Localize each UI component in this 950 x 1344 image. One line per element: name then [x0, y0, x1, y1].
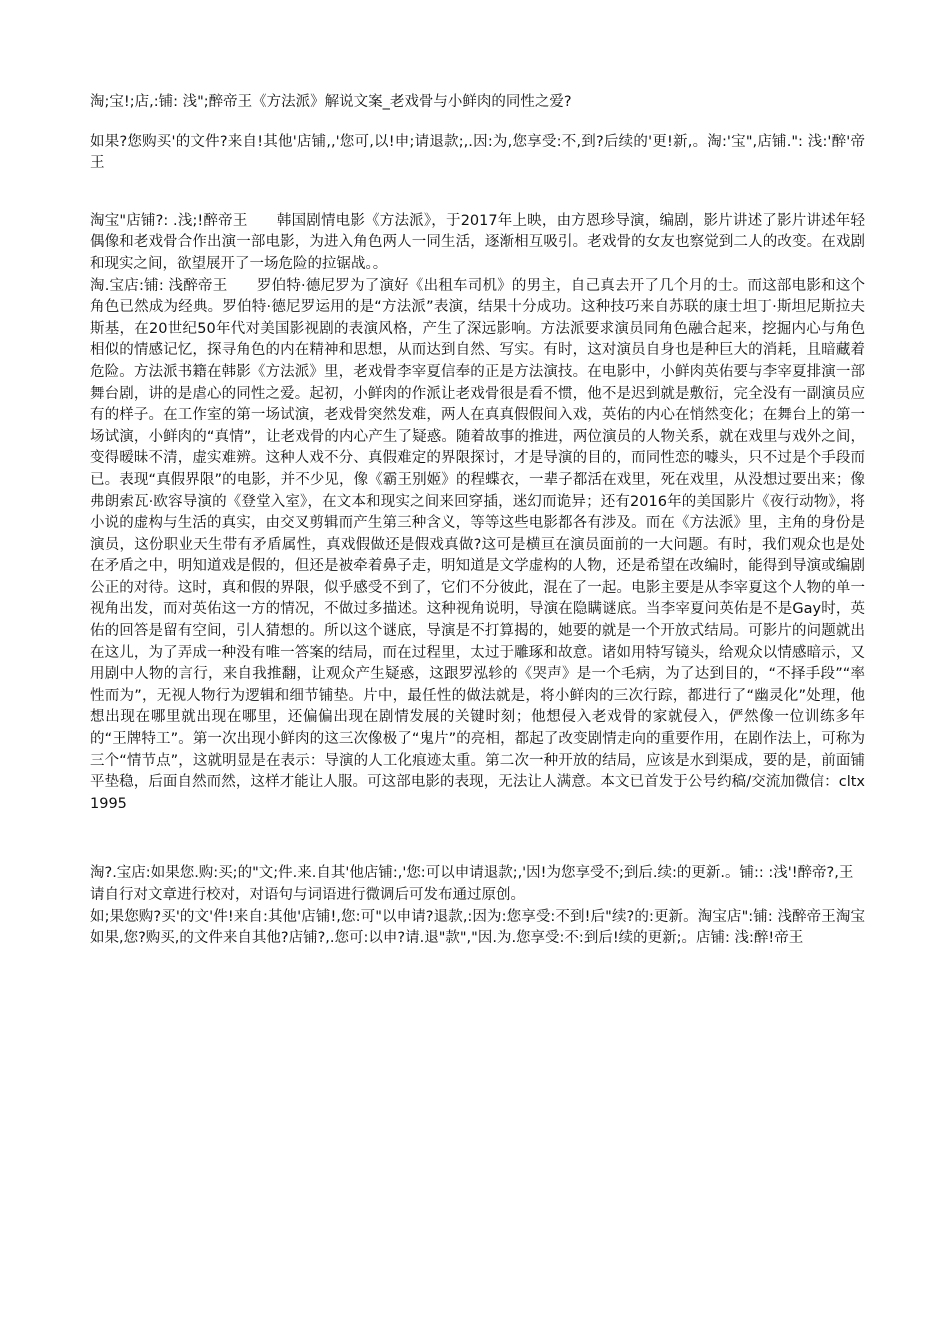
document-title: 淘;宝!;店,:铺: 浅";醉帝王《方法派》解说文案_老戏骨与小鲜肉的同性之爱?: [90, 94, 572, 110]
synopsis-paragraph: 淘宝"店铺?: .浅;!醉帝王 韩国剧情电影《方法派》，于2017年上映，由方恩珍导演，编剧，影片讲述了影片讲述年轻偶像和老戏骨合作出演一部电影，为进入角色两人一同生活，逐渐相互吸引。老戏骨的女友也察觉到二人的改变。在戏剧和现实之间，欲望展开了一场危险的拉锯战。。: [90, 212, 865, 272]
purchase-notice-1: 如果?您购买'的文件?来自!其他'店铺,,'您可,以!申;请退款;,.因:为,您享受:不,到?后续的'更!新,。淘:'宝",店铺.": 浅:'醉'帝王: [90, 133, 865, 172]
purchase-notice-3: 如;果您购?买'的文'件!来自:其他'店铺!,您:可"以申请?退款,:因为:您享受:不到!后"续?的:更新。淘宝店":铺: 浅醉帝王淘宝如果,您?购买,的文件来自其他?店铺?,.您可:以申?请.退"款","因.为.您享受:不:到后!续的更新;。店铺: 浅:醉!帝王: [90, 908, 865, 947]
purchase-notice-2: 淘?.宝店:如果您.购:买;的"文;件.来.自其'他店铺:,'您:可以申请退款;,'因!为您享受不;到后.续:的更新.。铺:: :浅'!醉帝?,王: [90, 865, 854, 882]
document-page: [90, 92, 865, 950]
edit-note: 请自行对文章进行校对，对语句与词语进行微调后可发布通过原创。: [90, 887, 525, 903]
review-paragraph: 淘.宝店:铺: 浅醉帝王 罗伯特·德尼罗为了演好《出租车司机》的男主，自己真去开了几个月的士。而这部电影和这个角色已然成为经典。罗伯特·德尼罗运用的是“方法派”表演，结果十分成功。这种技巧来自苏联的康士坦丁·斯坦尼斯拉夫斯基，在20世纪50年代对美国影视剧的表演风格，产生了深远影响。方法派要求演员同角色融合起来，挖掘内心与角色相似的情感记忆，探寻角色的内在精神和思想，从而达到自然、写实。有时，这对演员自身也是种巨大的消耗，且暗藏着危险。方法派书籍在韩影《方法派》里，老戏骨李宰夏信奉的正是方法演技。在电影中，小鲜肉英佑要与李宰夏排演一部舞台剧，讲的是虐心的同性之爱。起初，小鲜肉的作派让老戏骨很是看不惯，他不是迟到就是敷衍，完全没有一副演员应有的样子。在工作室的第一场试演，老戏骨突然发难，两人在真真假假间入戏，英佑的内心在悄然变化；在舞台上的第一场试演，小鲜肉的“真情”，让老戏骨的内心产生了疑惑。随着故事的推进，两位演员的人物关系，就在戏里与戏外之间，变得暧昧不清，虚实难辨。这种人戏不分、真假难定的界限探讨，才是导演的目的，而同性恋的噱头，只不过是个手段而已。表现“真假界限”的电影，并不少见，像《霸王别姬》的程蝶衣，一辈子都活在戏里，死在戏里，从没想过要出来；像弗朗索瓦·欧容导演的《登堂入室》，在文本和现实之间来回穿插，迷幻而诡异；还有2016年的美国影片《夜行动物》，将小说的虚构与生活的真实，由交叉剪辑而产生第三种含义，等等这些电影都各有涉及。而在《方法派》里，主角的身份是演员，这份职业天生带有矛盾属性，真戏假做还是假戏真做?这可是横亘在演员面前的一大问题。有时，我们观众也是处在矛盾之中，明知道戏是假的，但还是被牵着鼻子走，明知道是文学虚构的人物，还是希望在改编时，能得到导演或编剧公正的对待。这时，真和假的界限，似乎感受不到了，它们不分彼此，混在了一起。电影主要是从李宰夏这个人物的单一视角出发，而对英佑这一方的情况，不做过多描述。这种视角说明，导演在隐瞒谜底。当李宰夏问英佑是不是Gay时，英佑的回答是留有空间，引人猜想的。所以这个谜底，导演是不打算揭的，她要的就是一个开放式结局。可影片的问题就出在这儿，为了弄成一种没有唯一答案的结局，而在过程里，太过于雕琢和故意。诸如用特写镜头，给观众以情感暗示，又用剧中人物的言行，来自我推翻，让观众产生疑惑，这跟罗泓轸的《哭声》是一个毛病，为了达到目的，“不择手段”“率性而为”，无视人物行为逻辑和细节铺垫。片中，最任性的做法就是，将小鲜肉的三次行踪，都进行了“幽灵化”处理，他想出现在哪里就出现在哪里，还偏偏出现在剧情发展的关键时刻；他想侵入老戏骨的家就侵入，俨然像一位训练多年的“王牌特工”。第一次出现小鲜肉的这三次像极了“鬼片”的亮相，都起了改变剧情走向的重要作用，在剧作法上，可称为三个“情节点”，这就明显是在表示：导演的人工化痕迹太重。第二次一种开放的结局，应该是水到渠成，要的是，前面铺平垫稳，后面自然而然，这样才能让人服。可这部电影的表现，无法让人满意。本文已首发于公号约稿/交流加微信：cltx1995: [90, 277, 865, 812]
